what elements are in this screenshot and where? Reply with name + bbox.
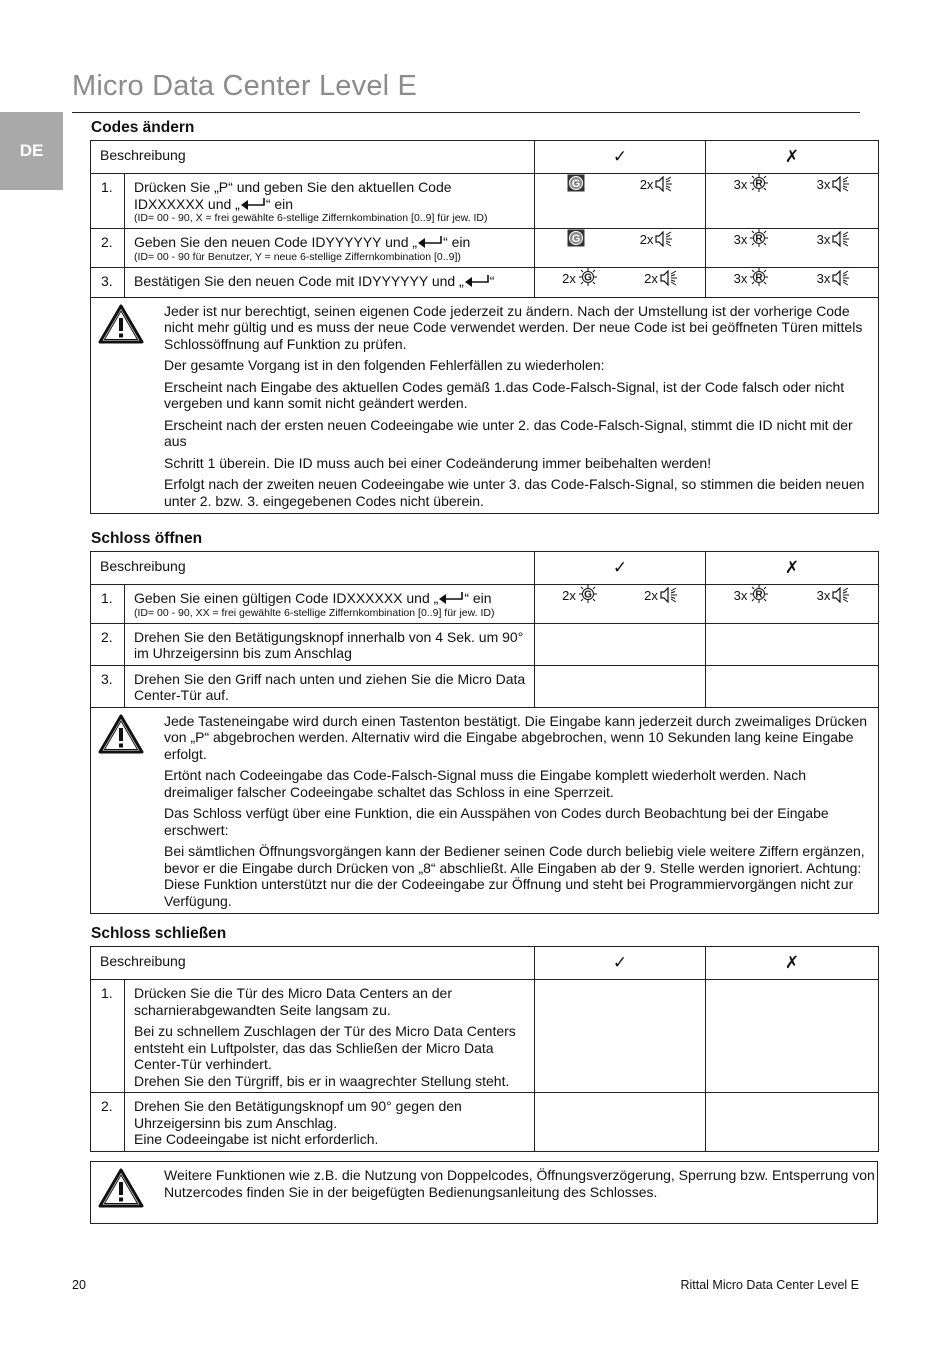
page-number: 20 [72, 1278, 86, 1292]
language-tab: DE [0, 112, 63, 190]
checkmark-icon: ✓ [535, 141, 706, 174]
warning-row [91, 707, 879, 914]
step-number: 1. [91, 174, 125, 229]
ok-signal: G 2x [535, 229, 706, 268]
checkmark-icon: ✓ [535, 552, 706, 585]
error-signal: 3x R 3x [706, 585, 879, 624]
info-text: Weitere Funktionen wie z.B. die Nutzung von Doppelcodes, Öffnungsverzögerung, Sperrung bzw. Entsperrung von Nutzercodes finden Sie in der beigefügten Bedienungsanleitung des Schlosses. [164, 1167, 875, 1200]
table-row [91, 585, 879, 624]
step-line: Bestätigen Sie den neuen Code mit IDYYYYYY und „ “ [134, 272, 495, 289]
table-row [91, 267, 879, 297]
step-number: 2. [91, 1093, 125, 1152]
svg-text:R: R [755, 233, 763, 245]
warning-icon [98, 1168, 144, 1208]
svg-text:G: G [583, 589, 592, 601]
step-line: Geben Sie einen gültigen Code IDXXXXXX und „ “ ein [134, 590, 492, 606]
green-led-icon [567, 174, 585, 192]
codes-table [90, 140, 879, 514]
warning-text: Erfolgt nach der zweiten neuen Codeeingabe wie unter 3. das Code-Falsch-Signal, so stimmen die beiden neuen unter 2. bzw. 3. eingegebenen Codes nicht überein. [164, 476, 865, 509]
sound-icon [660, 587, 678, 603]
sound-icon [832, 270, 850, 286]
warning-row [91, 297, 879, 514]
step-note: (ID= 00 - 90 für Benutzer, Y = neue 6-stellige Ziffernkombination [0..9]) [134, 250, 461, 263]
step-text [125, 980, 535, 1093]
step-number: 3. [91, 665, 125, 707]
table-row [91, 174, 879, 229]
step-paragraph: Drücken Sie die Tür des Micro Data Centers an der scharnierabgewandten Seite langsam zu. [134, 985, 452, 1018]
close-table [90, 946, 879, 1152]
section-heading-close: Schloss schließen [91, 925, 227, 942]
step-line: Drücken Sie „P“ und geben Sie den aktuellen Code [134, 179, 452, 195]
green-blink-icon [578, 268, 598, 286]
warning-text: Das Schloss verfügt über eine Funktion, die ein Ausspähen von Codes durch Beobachtung bei der Eingabe erschwert: [164, 805, 829, 838]
red-blink-icon [749, 174, 769, 192]
svg-text:R: R [755, 272, 763, 283]
red-blink-icon [749, 229, 769, 247]
step-text [125, 267, 535, 297]
warning-text: Jeder ist nur berechtigt, seinen eigenen Code jederzeit zu ändern. Nach der Umstellung ist der vorherige Code nicht mehr gültig und es muss der neue Code verwendet werden. Der neue Code ist bei geöffneten Türen mittels Schlossöffnung auf Funktion zu prüfen. [164, 302, 863, 352]
section-heading-codes: Codes ändern [91, 119, 195, 136]
svg-text:R: R [755, 589, 763, 601]
step-text: Drehen Sie den Betätigungsknopf innerhalb von 4 Sek. um 90° im Uhrzeigersinn bis zum Anschlag [125, 623, 535, 665]
sound-icon [832, 176, 850, 192]
enter-key-icon [464, 275, 490, 287]
enter-key-icon [240, 198, 266, 210]
error-signal: 3x R 3x [706, 174, 879, 229]
step-note: (ID= 00 - 90, X = frei gewählte 6-stellige Ziffernkombination [0..9] für jew. ID) [134, 212, 488, 224]
step-text [125, 229, 535, 268]
ok-signal: 2x G 2x [535, 585, 706, 624]
sound-icon [832, 587, 850, 603]
step-paragraph: Drehen Sie den Betätigungsknopf um 90° gegen den Uhrzeigersinn bis zum Anschlag. [134, 1098, 462, 1131]
footer-doc-title: Rittal Micro Data Center Level E [680, 1278, 859, 1292]
step-note: (ID= 00 - 90, XX = frei gewählte 6-stellige Ziffernkombination [0..9] für jew. ID) [134, 606, 495, 619]
warning-icon [98, 304, 144, 344]
enter-key-icon [417, 236, 443, 248]
table-row [91, 980, 879, 1093]
warning-text: Ertönt nach Codeeingabe das Code-Falsch-Signal muss die Eingabe komplett wiederholt werden. Nach dreimaliger falscher Codeeingabe schaltet das Schloss in eine Sperrzeit. [164, 767, 807, 800]
cross-icon: ✗ [706, 141, 879, 174]
svg-text:G: G [571, 178, 580, 190]
warning-text: Bei sämtlichen Öffnungsvorgängen kann der Bediener seinen Code durch beliebig viele weitere Ziffern ergänzen, bevor er die Eingabe durch Drücken von „8“ abschließt. Alle Eingaben ab der 9. Stelle werden ignoriert. Achtung: Diese Funktion unterstützt nur die der Codeeingabe zur Öffnung und steht bei Programmiervorgängen nicht zur Verfügung. [164, 843, 865, 909]
sound-icon [655, 231, 673, 247]
table-row [91, 665, 879, 707]
error-signal: 3x R 3x [706, 229, 879, 268]
step-number: 2. [91, 623, 125, 665]
cross-icon: ✗ [706, 552, 879, 585]
table-row [91, 1093, 879, 1152]
svg-text:G: G [583, 272, 592, 283]
title-rule [72, 112, 860, 113]
step-paragraph: Drehen Sie den Türgriff, bis er in waagrechter Stellung steht. [134, 1072, 510, 1089]
section-heading-open: Schloss öffnen [91, 530, 203, 547]
ok-signal: G 2x [535, 174, 706, 229]
checkmark-icon: ✓ [535, 947, 706, 980]
step-number: 2. [91, 229, 125, 268]
warning-text: Erscheint nach der ersten neuen Codeeingabe wie unter 2. das Code-Falsch-Signal, stimmt die ID nicht mit der aus [164, 416, 853, 449]
red-blink-icon [749, 268, 769, 286]
step-number: 1. [91, 980, 125, 1093]
table-row [91, 229, 879, 268]
col-description: Beschreibung [91, 947, 535, 980]
sound-icon [832, 231, 850, 247]
step-line: IDXXXXXX und „ “ ein [134, 195, 294, 212]
enter-key-icon [438, 592, 464, 604]
ok-signal: 2x G 2x [535, 267, 706, 297]
error-signal: 3x R 3x [706, 267, 879, 297]
warning-icon [98, 714, 144, 754]
open-table [90, 551, 879, 914]
warning-text: Schritt 1 überein. Die ID muss auch bei einer Codeänderung immer beibehalten werden! [164, 454, 712, 471]
warning-text: Der gesamte Vorgang ist in den folgenden Fehlerfällen zu wiederholen: [164, 357, 605, 373]
step-number: 3. [91, 267, 125, 297]
col-description: Beschreibung [91, 552, 535, 585]
svg-text:R: R [755, 178, 763, 190]
step-text [125, 1093, 535, 1152]
warning-text: Jede Tasteneingabe wird durch einen Tastenton bestätigt. Die Eingabe kann jederzeit durch zweimaliges Drücken von „P“ abgebrochen werden. Alternativ wird die Eingabe abgebrochen, wenn 10 Sekunden lang keine Eingabe erfolgt. [164, 712, 868, 762]
step-text: Drehen Sie den Griff nach unten und ziehen Sie die Micro Data Center-Tür auf. [125, 665, 535, 707]
step-line: Geben Sie den neuen Code IDYYYYYY und „ “ ein [134, 234, 471, 250]
cross-icon: ✗ [706, 947, 879, 980]
green-led-icon [567, 229, 585, 247]
step-text [125, 174, 535, 229]
warning-text: Erscheint nach Eingabe des aktuellen Codes gemäß 1.das Code-Falsch-Signal, ist der Code falsch oder nicht vergeben und kann somit nicht geändert werden. [164, 378, 845, 411]
step-paragraph: Bei zu schnellem Zuschlagen der Tür des Micro Data Centers entsteht ein Luftpolster, das das Schließen der Micro Data Center-Tür verhindert. [134, 1023, 516, 1072]
step-number: 1. [91, 585, 125, 624]
info-box [90, 1161, 878, 1224]
page-title: Micro Data Center Level E [72, 70, 418, 102]
red-blink-icon [749, 585, 769, 603]
green-blink-icon [578, 585, 598, 603]
step-paragraph: Eine Codeeingabe ist nicht erforderlich. [134, 1131, 379, 1147]
sound-icon [660, 270, 678, 286]
col-description: Beschreibung [91, 141, 535, 174]
table-row [91, 623, 879, 665]
sound-icon [655, 176, 673, 192]
step-text [125, 585, 535, 624]
svg-text:G: G [571, 233, 580, 245]
